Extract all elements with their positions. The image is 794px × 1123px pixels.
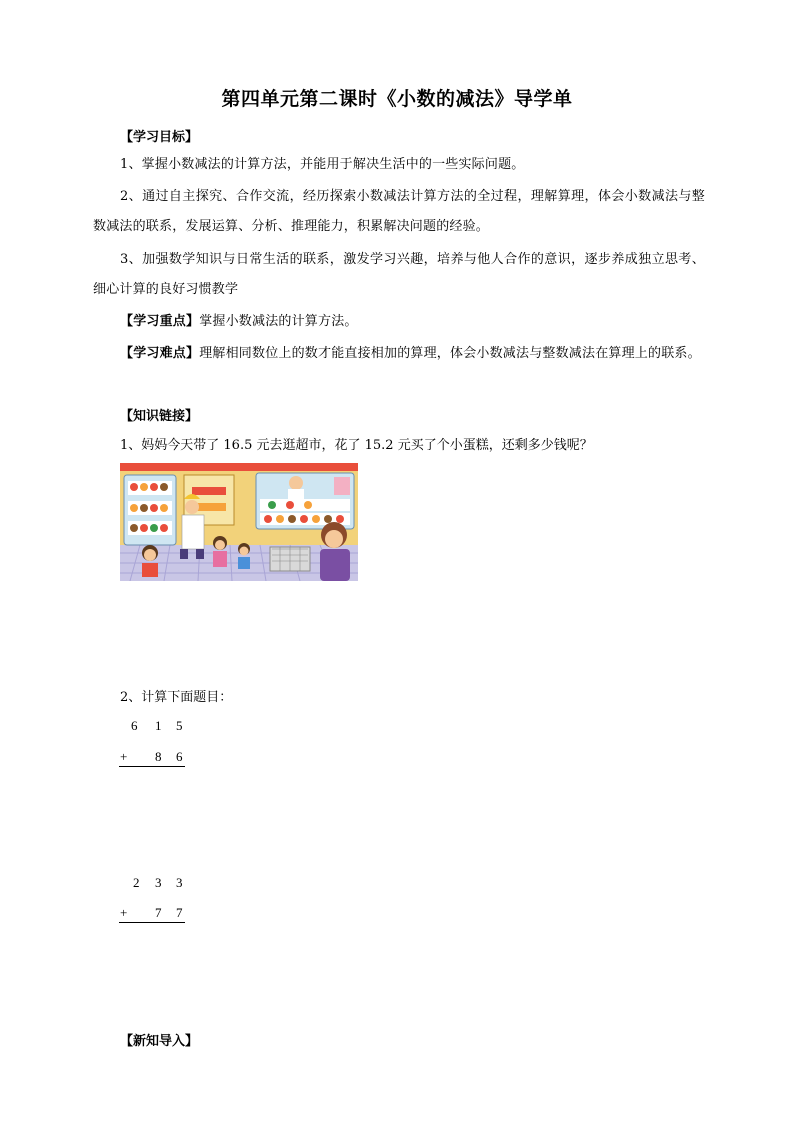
difficulty-text: 理解相同数位上的数才能直接相加的算理，体会小数减法与整数减法在算理上的联系。 <box>199 346 701 361</box>
problem-b-top-digit: 3 <box>176 875 183 890</box>
goal-item-1: 1、掌握小数减法的计算方法，并能用于解决生活中的一些实际问题。 <box>120 157 525 172</box>
problem-a-underline <box>119 766 185 767</box>
problem-a-bottom-digit: 6 <box>176 749 183 764</box>
difficulty <box>93 339 705 369</box>
new-knowledge-heading: 【新知导入】 <box>120 1034 199 1049</box>
problem-a-bottom-digit: 8 <box>155 749 162 764</box>
key-point-heading: 【学习重点】 <box>120 314 200 329</box>
page-title: 第四单元第二课时《小数的减法》导学单 <box>221 88 573 110</box>
problem-b-underline <box>119 922 185 923</box>
difficulty-heading: 【学习难点】 <box>120 346 200 361</box>
goals-heading: 【学习目标】 <box>120 130 199 145</box>
problem-a-operator: + <box>120 749 128 764</box>
problem-b-top-digit: 3 <box>155 875 162 890</box>
question-1: 1、妈妈今天带了 16.5 元去逛超市，花了 15.2 元买了个小蛋糕，还剩多少钱呢？ <box>120 438 593 453</box>
goal-item-2: 2、通过自主探究、合作交流，经历探索小数减法计算方法的全过程，理解算理，体会小数减法与整数减法的联系，发展运算、分析、推理能力，积累解决问题的经验。 <box>93 189 705 234</box>
key-point-text: 掌握小数减法的计算方法。 <box>199 314 358 329</box>
problem-b-top-digit: 2 <box>133 875 140 890</box>
shop-illustration <box>120 463 358 581</box>
problem-b-bottom-digit: 7 <box>155 905 162 920</box>
goal-item-3: 3、加强数学知识与日常生活的联系，激发学习兴趣，培养与他人合作的意识，逐步养成独立思考、细心计算的良好习惯教学 <box>93 252 705 297</box>
problem-b-operator: + <box>120 905 128 920</box>
problem-a-top-digit: 1 <box>155 718 162 733</box>
knowledge-link-heading: 【知识链接】 <box>120 409 199 424</box>
problem-b-bottom-digit: 7 <box>176 905 183 920</box>
problem-a-top-digit: 6 <box>131 718 138 733</box>
key-point <box>93 307 705 337</box>
question-2: 2、计算下面题目： <box>120 690 233 705</box>
problem-a-top-digit: 5 <box>176 718 183 733</box>
